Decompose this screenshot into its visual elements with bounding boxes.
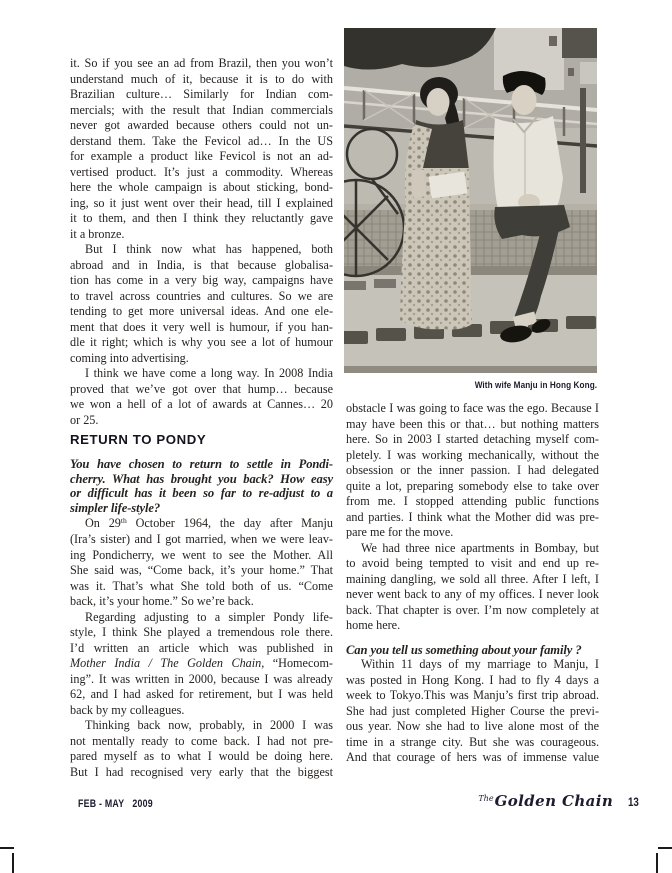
text-line: never got awarded because others could not un- [70, 118, 333, 132]
text-line: obsession or the inner passion. I had delegated [346, 463, 599, 477]
text-line: You have chosen to return to settle in Pondi- [70, 456, 333, 471]
interview-question [70, 457, 333, 516]
text-line: understand much of it, because it is to do with [70, 71, 333, 86]
text-line: And that courage of hers was of immense value [346, 750, 599, 765]
text-line: tending to get more universal ideas. And one ele- [70, 304, 333, 318]
text-line: home here. [346, 618, 401, 632]
footer-issue [78, 798, 172, 810]
text-line: But I had recognised very early that the biggest [70, 764, 333, 779]
text-line: mercials; with the result that Indian commercials [70, 102, 333, 117]
text-line: to avoid being tempted to visit and end up re- [346, 556, 599, 570]
footer-issue-label: FEB - MAY [78, 798, 125, 810]
paragraph [346, 541, 599, 634]
paragraph [346, 401, 599, 541]
text-line: week to Tokyo.This was Manju’s first trip abroad. [346, 688, 599, 703]
magazine-logo-name: Golden Chain [494, 792, 614, 810]
text-line: back. That chapter is over. I’m now completely at [346, 602, 599, 617]
text-line: it a bronze. [70, 226, 125, 241]
text-line: time in a strange city. But she was courageous. [346, 734, 599, 749]
crop-mark-bottom-left-vertical [12, 853, 14, 873]
text-line: here. So in 2003 I started detaching myself com- [346, 432, 599, 446]
text-line: cherry. What has brought you back? How easy [70, 471, 333, 486]
text-line: to travel across countries and cultures. So we are [70, 288, 333, 303]
text-line: Mother India / The Golden Chain, “Homecom- [70, 656, 333, 671]
photo-figure [344, 28, 597, 390]
text-line: or 25. [70, 412, 99, 427]
paragraph [70, 56, 333, 242]
right-column [346, 401, 599, 766]
text-line: from me. I stopped attending public functions [346, 494, 599, 508]
text-line: style, I think She played a tremendous role there. [70, 625, 333, 640]
text-line: ment that does it very well is humour, if you han- [70, 319, 333, 334]
footer-issue-text [78, 798, 153, 810]
text-line: Within 11 days of my marriage to Manju, I [361, 657, 599, 672]
text-line: it. So if you see an ad from Brazil, then you won’t [70, 56, 333, 70]
text-line: (Ira’s sister) and I got married, when we were leav- [70, 532, 333, 547]
text-line: here the whole campaign is about sticking, bond- [70, 180, 333, 194]
text-line: we won a hell of a lot of awards at Cannes… 20 [70, 397, 333, 411]
text-line: coming into advertising. [70, 350, 189, 365]
text-line: simpler life-style? [70, 501, 161, 516]
text-line: ing, so it just went over their head, till I explained [70, 195, 333, 210]
text-line: was it. That’s what She told both of us. “Come [70, 578, 333, 593]
text-line: back, it’s your home.” So we’re back. [70, 594, 254, 609]
crop-mark-bottom-right-vertical [656, 853, 658, 873]
text-line: pare me for the move. [346, 525, 454, 539]
paragraph [70, 516, 333, 610]
text-line: ous year. Now she had to live alone most of the [346, 719, 599, 734]
paragraph [70, 718, 333, 780]
text-line: derstand them. Take the Fevicol ad… In the US [70, 133, 333, 148]
text-line: dle it right; which is why you see a lot of humour [70, 335, 333, 349]
text-line: for example a product like Fevicol is not an ad- [70, 149, 333, 163]
page-number: 13 [628, 797, 640, 809]
text-line: obstacle I was going to face was the ego. Because I [346, 401, 599, 415]
magazine-logo-prefix: The [478, 794, 494, 803]
section-heading: RETURN TO PONDY [70, 432, 207, 447]
paragraph [70, 610, 333, 719]
text-line: Brazilian culture… Similarly for Indian com- [70, 87, 333, 101]
text-line: never went back to any of my offices. I never look [346, 587, 599, 601]
text-line: was posted in Hong Kong. I had to fly 4 days a [346, 672, 599, 687]
crop-mark-bottom-right-horizontal [658, 847, 672, 849]
text-line: We had three nice apartments in Bombay, but [361, 540, 599, 555]
text-line: or difficult has it been so far to re-adjust to a [70, 486, 333, 501]
photo-caption-text: With wife Manju in Hong Kong. [474, 380, 597, 390]
text-line: pared myself as to what I would be doing here. [70, 749, 333, 764]
interview-question [346, 643, 599, 658]
text-line: She had just completed Higher Course the previ- [346, 703, 599, 718]
text-line: may have been this or that… but nothing matters [346, 416, 599, 431]
photo-couple-bw-image [344, 28, 597, 373]
text-line: maining dangling, we sold all three. After I left, I [346, 571, 599, 586]
text-line: it to them, and then I think they reluctantly gave [70, 211, 333, 225]
text-line: Can you tell us something about your family ? [346, 642, 582, 657]
text-line: But I think now what has happened, both [85, 242, 333, 256]
text-line: 62, and I had asked for retirement, but I was held [70, 687, 333, 702]
text-line: Regarding adjusting to a simpler Pondy life- [85, 609, 333, 624]
text-line: back by my colleagues. [70, 702, 185, 717]
text-line: On 29th October 1964, the day after Manju [85, 515, 333, 530]
text-line: ing”. It was written in 2000, because I was already [70, 671, 333, 686]
paragraph [70, 242, 333, 366]
paragraph [70, 366, 333, 428]
text-line: proved that we’ve got over that hump… because [70, 381, 333, 396]
left-column [70, 56, 333, 780]
footer-issue-year: 2009 [132, 798, 153, 810]
text-line: abroad and in India, is that because globalisa- [70, 257, 333, 272]
text-line: ing Pondicherry, we went to see the Mother. All [70, 547, 333, 562]
text-line: not mentally ready to come back. I had not pre- [70, 733, 333, 748]
photo-caption [344, 380, 597, 390]
text-line: vertised product. It’s just a commodity. Whereas [70, 164, 333, 179]
text-line: quite a lot, preparing somebody else to take over [346, 478, 599, 493]
crop-mark-bottom-left-horizontal [0, 847, 14, 849]
text-line: She said was, “Come back, it’s your home.” That [70, 563, 333, 578]
text-line: tion has come in a very big way, campaigns have [70, 273, 333, 287]
text-line: and parties. I think what the Mother did was pre- [346, 509, 599, 524]
paragraph [346, 657, 599, 766]
text-line: pletely. I was working mechanically, without the [346, 447, 599, 462]
text-line: I’d written an article which was published in [70, 640, 333, 655]
text-line: Thinking back now, probably, in 2000 I was [85, 718, 333, 733]
footer-magazine [478, 792, 640, 811]
text-line: I think we have come a long way. In 2008 India [85, 366, 333, 380]
